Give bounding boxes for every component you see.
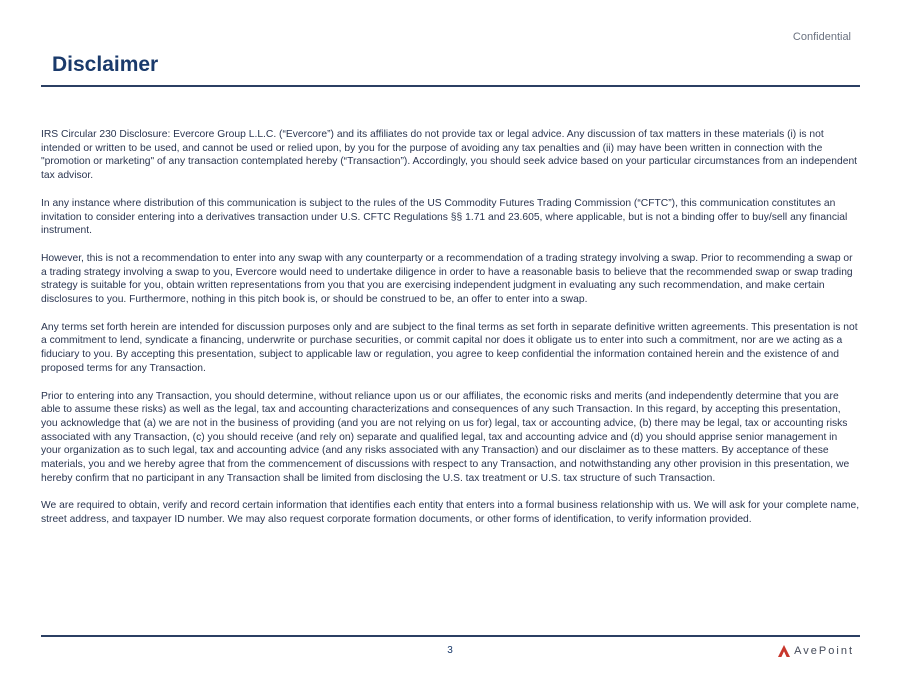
- paragraph-irs-circular: IRS Circular 230 Disclosure: Evercore Group L.L.C. (“Evercore”) and its affiliates do not provide tax or legal advice. Any discussion of tax matters in these materials (i) is not intended or written to be used, and cannot be used or relied upon, by you for the purpose of avoiding any tax penalties and (ii) may have been written in connection with the "promotion or marketing" of any transaction contemplated hereby (“Transaction”). Accordingly, you should seek advice based on your particular circumstances from an independent tax advisor.: [41, 129, 858, 182]
- disclaimer-body: [41, 128, 860, 541]
- paragraph-terms: Any terms set forth herein are intended for discussion purposes only and are subject to the final terms as set forth in separate definitive written agreements. This presentation is not a commitment to lend, syndicate a financing, underwrite or purchase securities, or commit capital nor does it obligate us to enter into such a commitment, nor are we acting as a fiduciary to you. By accepting this presentation, subject to applicable law or regulation, you agree to keep confidential the information contained herein and the existence of and proposed terms for any Transaction.: [41, 321, 858, 374]
- logo-text: AvePoint: [794, 645, 854, 657]
- avepoint-logo-icon: [778, 645, 790, 657]
- paragraph-cftc: In any instance where distribution of this communication is subject to the rules of the US Commodity Futures Trading Commission (“CFTC”), this communication constitutes an invitation to consider entering into a derivatives transaction under U.S. CFTC Regulations §§ 1.71 and 23.605, where applicable, but is not a binding offer to buy/sell any financial instrument.: [41, 197, 848, 237]
- page-number: 3: [447, 645, 453, 656]
- paragraph-swap-recommendation: However, this is not a recommendation to enter into any swap with any counterparty or a recommendation of a trading strategy involving a swap. Prior to recommending a swap or a trading strategy involving a swap to you, Evercore would need to undertake diligence in order to have a reasonable basis to believe that the recommended swap or swap trading strategy is suitable for you, obtain written representations from you that you are exercising independent judgment in evaluating any such recommendation, and make certain disclosures to you. Furthermore, nothing in this pitch book is, or should be construed to be, an offer to enter into a swap.: [41, 252, 853, 306]
- paragraph-transaction-risks: Prior to entering into any Transaction, you should determine, without reliance upon us or our affiliates, the economic risks and merits (and independently determine that you are able to assume these risks) as well as the legal, tax and accounting characterizations and consequences of any such Transaction. In this regard, by accepting this presentation, you acknowledge that (a) we are not in the business of providing (and you are not relying on us for) legal, tax or accounting advice, (b) there may be legal, tax or accounting risks associated with any Transaction, (c) you should receive (and rely on) separate and qualified legal, tax and accounting advice and (d) you should apprise senior management in your organization as to such legal, tax and accounting advice (and any risks associated with any Transaction) and our disclaimer as to these matters. By acceptance of these materials, you and we hereby agree that from the commencement of discussions with respect to any Transaction, and notwithstanding any other provision in this presentation, we hereby confirm that no participant in any Transaction shall be limited from disclosing the U.S. tax treatment or U.S. tax structure of such Transaction.: [41, 390, 850, 484]
- header-rule: [41, 85, 860, 87]
- confidential-label: Confidential: [792, 31, 851, 43]
- paragraph-identification: We are required to obtain, verify and record certain information that identifies each entity that enters into a formal business relationship with us. We will ask for your complete name, street address, and taxpayer ID number. We may also request corporate formation documents, or other forms of identification, to verify information provided.: [41, 500, 860, 526]
- page-title: Disclaimer: [52, 53, 159, 76]
- footer-rule: [41, 635, 860, 637]
- avepoint-logo: [778, 645, 854, 657]
